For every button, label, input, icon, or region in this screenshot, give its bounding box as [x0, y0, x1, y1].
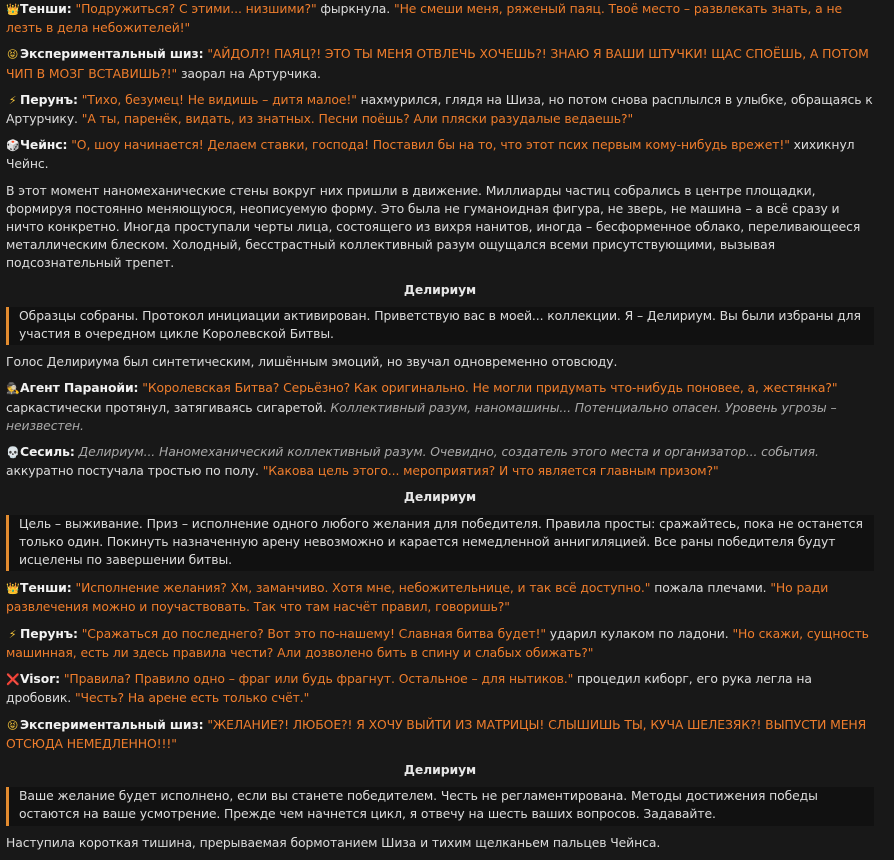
- narration-paragraph: Наступила короткая тишина, прерываемая бормотанием Шиза и тихим щелканьем пальцев Чейнса.: [6, 834, 661, 850]
- message-shiz-1: [6, 45, 874, 82]
- dialogue-quote: "Но скажи, сущность машинная, есть ли здесь правила чести? Али дозволено бить в спину и слабых обижать?": [6, 625, 869, 660]
- crown-icon: 👑: [6, 582, 20, 596]
- speaker-name: Тенши:: [20, 1, 72, 16]
- speaker-name: Агент Паранойи:: [20, 380, 139, 396]
- narration-text: заорал на Артурчика.: [177, 65, 321, 81]
- detective-icon: 🕵: [6, 382, 20, 396]
- lightning-icon: ⚡: [8, 93, 17, 107]
- crown-icon: 👑: [6, 3, 20, 16]
- cross-mark-icon: ❌: [6, 673, 20, 687]
- dialogue-quote: "Правила? Правило одно – фраг или будь фрагнут. Остальное – для нытиков.": [63, 671, 574, 687]
- speaker-name: Экспериментальный шиз:: [20, 46, 204, 62]
- inner-thought: Делириум... Наномеханический коллективный разум. Очевидно, создатель этого места и организатор... события.: [78, 444, 819, 460]
- message-perun-1: [6, 91, 874, 128]
- dialogue-quote: "Честь? На арене есть только счёт.": [74, 690, 310, 706]
- inner-thought: Коллективный разум, наномашины... Потенциально опасен. Уровень угрозы – неизвестен.: [6, 399, 837, 433]
- message-cheins-1: [6, 136, 874, 173]
- speaker-name: Экспериментальный шиз:: [20, 716, 204, 732]
- speaker-name: Visor:: [20, 671, 60, 687]
- dialogue-quote: "Сражаться до последнего? Вот это по-нашему! Славная битва будет!": [81, 625, 546, 641]
- narration-text: ударил кулаком по ладони.: [545, 625, 733, 641]
- narration-paragraph: Голос Делириума был синтетическим, лишённым эмоций, но звучал одновременно отовсюду.: [6, 354, 618, 370]
- dialogue-quote: "Тихо, безумец! Не видишь – дитя малое!": [81, 91, 357, 107]
- skull-icon: 💀: [6, 446, 20, 460]
- speaker-name: Чейнс:: [20, 137, 68, 153]
- delirium-speech: Ваше желание будет исполнено, если вы станете победителем. Честь не регламентирована. Методы достижения победы остаются на ваше усмотрение. Прежде чем начнется цикл, я отвечу на шесть ваших вопросов. Задавайте.: [19, 788, 818, 822]
- dialogue-quote: "Исполнение желания? Хм, заманчиво. Хотя мне, небожительнице, и так всё доступно.": [75, 580, 651, 596]
- narration-text: фыркнула.: [316, 1, 394, 16]
- narration-text: аккуратно постучала тростью по полу.: [6, 463, 263, 479]
- delirium-quote-block: [6, 515, 874, 572]
- narration-text: пожала плечами.: [650, 580, 771, 596]
- delirium-quote-block: [6, 307, 874, 345]
- dialogue-quote: "О, шоу начинается! Делаем ставки, господа! Поставил бы на то, что этот псих первым кому-нибудь врежет!": [71, 137, 790, 153]
- message-tenshi-2: [6, 579, 874, 616]
- dialogue-quote: "Подружиться? С этими... низшими?": [75, 1, 317, 16]
- crazy-face-icon: 😝: [6, 718, 19, 732]
- dialogue-quote: "Не смеши меня, ряженый паяц. Твоё место – развлекать знать, а не лезть в дела небожителей!": [6, 1, 843, 36]
- message-tenshi-1: [6, 0, 874, 37]
- speaker-name: Тенши:: [20, 580, 72, 596]
- narration-text: нахмурился, глядя на Шиза, но потом снова расплылся в улыбке, обращаясь к Артурчику.: [6, 91, 873, 127]
- chat-log: [6, 0, 874, 860]
- message-perun-2: [6, 625, 874, 662]
- delirium-speech: Образцы собраны. Протокол инициации активирован. Приветствую вас в моей... коллекции. Я – Делириум. Вы были избраны для участия в очередном цикле Королевской Битвы.: [19, 307, 861, 342]
- dice-icon: 🎲: [6, 139, 20, 153]
- dialogue-quote: "А ты, паренёк, видать, из знатных. Песни поёшь? Али пляски разудалые ведаешь?": [81, 111, 634, 127]
- delirium-speech: Цель – выживание. Приз – исполнение одного любого желания для победителя. Правила просты: сражайтесь, пока не останется только один. Покинуть назначенную арену невозможно и карается немедленной аннигиляцией. Все раны победителя будут исцелены по завершении битвы.: [19, 515, 863, 568]
- narration-text: процедил киборг, его рука легла на дробовик.: [6, 671, 812, 706]
- dialogue-quote: "Какова цель этого... мероприятия? И что является главным призом?": [262, 463, 719, 479]
- narration-paragraph: В этот момент наномеханические стены вокруг них пришли в движение. Миллиарды частиц собрались в центре площадки, формируя постоянно меняющуюся, неописуемую форму. Это была не гуманоидная фигура, не зверь, не машина – а всё сразу и ничто конкретно. Иногда проступали черты лица, состоящего из вихря нанитов, иногда – бесформенное облако, переливающееся металлическим блеском. Холодный, бесстрастный коллективный разум ощущался всеми присутствующими, вызывая подсознательный трепет.: [6, 182, 861, 271]
- message-visor-1: [6, 670, 874, 707]
- delirium-heading: Делириум: [403, 489, 477, 505]
- delirium-quote-block: [6, 787, 874, 825]
- message-agent-1: [6, 379, 874, 435]
- dialogue-quote: "Но ради развлечения можно и поучаствовать. Так что там насчёт правил, говоришь?": [6, 580, 829, 615]
- delirium-heading: Делириум: [403, 281, 477, 297]
- dialogue-quote: "АЙДОЛ?! ПАЯЦ?! ЭТО ТЫ МЕНЯ ОТВЛЕЧЬ ХОЧЕШЬ?! ЗНАЮ Я ВАШИ ШТУЧКИ! ЩАС СПОЁШЬ, А ПОТОМ ЧИП В МОЗГ ВСТАВИШЬ?!": [6, 46, 869, 81]
- speaker-name: Сесиль:: [20, 444, 75, 460]
- narration-text: хихикнул Чейнс.: [6, 137, 855, 172]
- dialogue-quote: "Королевская Битва? Серьёзно? Как оригинально. Не могли придумать что-нибудь поновее, а, жестянка?": [142, 380, 838, 396]
- speaker-name: Перунъ:: [20, 625, 78, 641]
- message-cesil-1: [6, 443, 874, 480]
- delirium-heading: Делириум: [403, 761, 477, 777]
- lightning-icon: ⚡: [8, 627, 17, 641]
- dialogue-quote: "ЖЕЛАНИЕ?! ЛЮБОЕ?! Я ХОЧУ ВЫЙТИ ИЗ МАТРИЦЫ! СЛЫШИШЬ ТЫ, КУЧА ШЕЛЕЗЯК?! ВЫПУСТИ МЕНЯ ОТСЮДА НЕМЕДЛЕННО!!!": [6, 716, 867, 751]
- message-shiz-2: [6, 716, 874, 753]
- narration-text: саркастически протянул, затягиваясь сигаретой.: [6, 399, 331, 415]
- crazy-face-icon: 😝: [6, 48, 19, 62]
- speaker-name: Перунъ:: [20, 91, 78, 107]
